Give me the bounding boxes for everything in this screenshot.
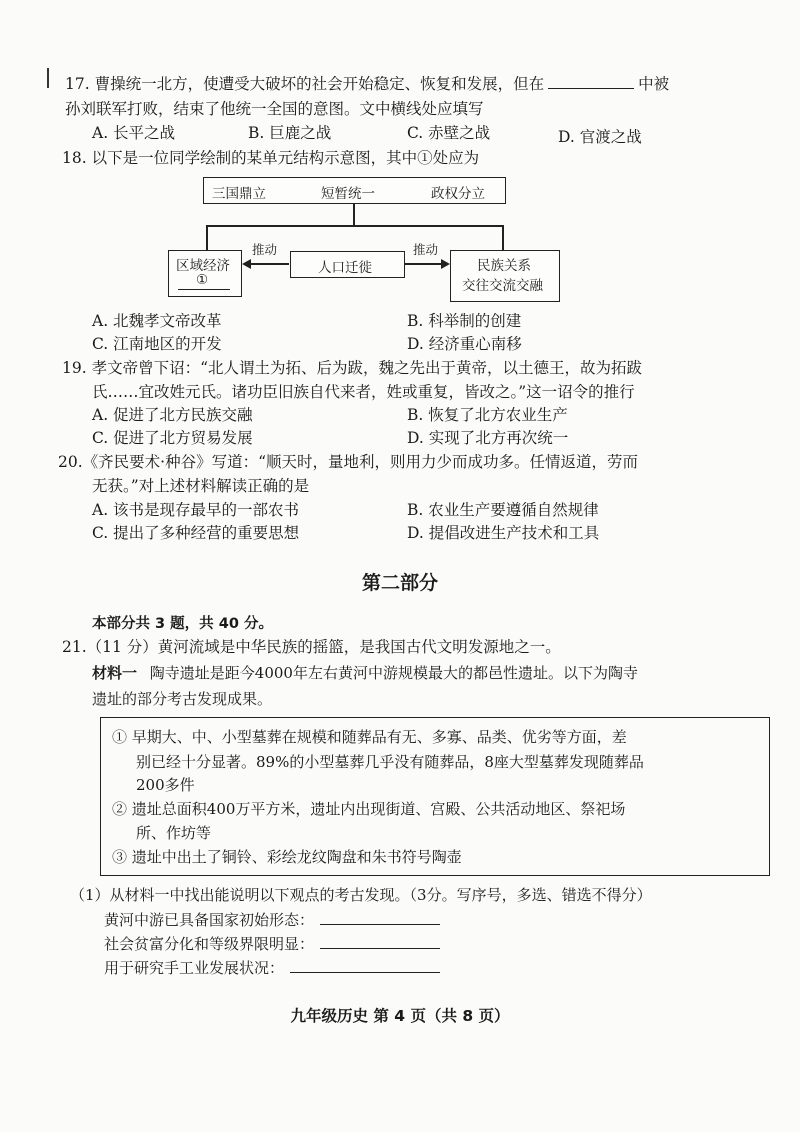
diagram-right-box-subtitle: 交往交流交融 bbox=[462, 278, 543, 294]
q18-stem: 18. 以下是一位同学绘制的某单元结构示意图，其中①处应为 bbox=[62, 149, 480, 167]
part2-title: 第二部分 bbox=[361, 572, 438, 594]
diagram-left-box-title: 区域经济 bbox=[176, 258, 230, 274]
diagram-connector-stem bbox=[353, 204, 355, 226]
q20-option-a: A. 该书是现存最早的一部农书 bbox=[92, 501, 300, 519]
q17-line1: 17. 曹操统一北方，使遭受大破坏的社会开始稳定、恢复和发展，但在 中被 bbox=[65, 75, 670, 93]
q21-blank-row-3: 用于研究手工业发展状况： bbox=[104, 957, 440, 978]
q17-option-d: D. 官渡之战 bbox=[558, 128, 642, 146]
q21-sub1: （1）从材料一中找出能说明以下观点的考古发现。（3分。写序号，多选、错选不得分） bbox=[70, 886, 652, 904]
q21-blank-row-1: 黄河中游已具备国家初始形态： bbox=[104, 909, 440, 930]
q21-material-label: 材料一 bbox=[92, 664, 138, 682]
q17-line2: 孙刘联军打败，结束了他统一全国的意图。文中横线处应填写 bbox=[65, 100, 484, 118]
q21-answer-blank-2[interactable] bbox=[320, 934, 440, 949]
page-footer: 九年级历史 第 4 页（共 8 页） bbox=[290, 1007, 510, 1025]
diagram-left-box-underline bbox=[178, 289, 230, 290]
q20-option-d: D. 提倡改进生产技术和工具 bbox=[407, 524, 600, 542]
q21-item-1-line3: 200多件 bbox=[136, 776, 195, 794]
q17-option-a: A. 长平之战 bbox=[92, 124, 176, 142]
q20-option-c: C. 提出了多种经营的重要思想 bbox=[92, 524, 300, 542]
part2-intro: 本部分共 3 题，共 40 分。 bbox=[92, 616, 273, 632]
q18-option-d: D. 经济重心南移 bbox=[407, 335, 522, 353]
q21-item-3-line1: ③ 遗址中出土了铜铃、彩绘龙纹陶盘和朱书符号陶壶 bbox=[112, 848, 462, 866]
q21-stem: 21.（11 分）黄河流域是中华民族的摇篮，是我国古代文明发源地之一。 bbox=[62, 638, 561, 656]
q17-answer-blank bbox=[548, 74, 634, 89]
q21-item-1-line2: 别已经十分显著。89%的小型墓葬几乎没有随葬品，8座大型墓葬发现随葬品 bbox=[136, 753, 644, 771]
diagram-top-item-1: 三国鼎立 bbox=[212, 186, 266, 202]
q18-option-b: B. 科举制的创建 bbox=[407, 312, 522, 330]
diagram-connector-left bbox=[206, 225, 208, 250]
diagram-arrow-right-shaft bbox=[404, 263, 441, 265]
q21-answer-blank-1[interactable] bbox=[320, 910, 440, 925]
q21-item-2-line2: 所、作坊等 bbox=[136, 824, 212, 842]
diagram-arrow-left-shaft bbox=[251, 263, 289, 265]
q18-option-a: A. 北魏孝文帝改革 bbox=[92, 312, 222, 330]
q17-option-b: B. 巨鹿之战 bbox=[248, 124, 332, 142]
q19-option-d: D. 实现了北方再次统一 bbox=[407, 429, 569, 447]
diagram-center-box-label: 人口迁徙 bbox=[318, 260, 372, 276]
margin-mark bbox=[47, 68, 49, 88]
q19-line1: 19. 孝文帝曾下诏：“北人谓土为拓、后为跋，魏之先出于黄帝，以土德王，故为拓跋 bbox=[62, 359, 643, 377]
diagram-connector-bar bbox=[206, 225, 503, 227]
diagram-arrow-left-head bbox=[242, 259, 251, 269]
q21-material-line2: 遗址的部分考古发现成果。 bbox=[92, 690, 273, 708]
diagram-connector-right bbox=[502, 225, 504, 250]
q19-line2: 氏……宜改姓元氏。诸功臣旧族自代来者，姓或重复，皆改之。”这一诏令的推行 bbox=[92, 383, 635, 401]
q21-answer-blank-3[interactable] bbox=[290, 958, 440, 973]
q21-item-2-line1: ② 遗址总面积400万平方米，遗址内出现街道、宫殿、公共活动地区、祭祀场 bbox=[112, 800, 626, 818]
diagram-arrow-left-label: 推动 bbox=[252, 242, 278, 257]
diagram-arrow-right-label: 推动 bbox=[413, 242, 439, 257]
q18-option-c: C. 江南地区的开发 bbox=[92, 335, 222, 353]
diagram-top-item-3: 政权分立 bbox=[431, 186, 485, 202]
q19-option-a: A. 促进了北方民族交融 bbox=[92, 406, 253, 424]
diagram-right-box-title: 民族关系 bbox=[477, 258, 531, 274]
q21-material-line1: 材料一 陶寺遗址是距今4000年左右黄河中游规模最大的都邑性遗址。以下为陶寺 bbox=[92, 664, 638, 682]
diagram-arrow-right-head bbox=[441, 259, 450, 269]
q20-line2: 无获。”对上述材料解读正确的是 bbox=[92, 477, 310, 495]
diagram-left-box-blank: ① bbox=[196, 272, 209, 288]
q20-line1: 20.《齐民要术·种谷》写道：“顺天时，量地利，则用力少而成功多。任情返道，劳而 bbox=[58, 453, 639, 471]
q21-item-1-line1: ① 早期大、中、小型墓葬在规模和随葬品有无、多寡、品类、优劣等方面，差 bbox=[112, 728, 627, 746]
diagram-top-item-2: 短暂统一 bbox=[321, 186, 375, 202]
q20-option-b: B. 农业生产要遵循自然规律 bbox=[407, 501, 599, 519]
q21-blank-row-2: 社会贫富分化和等级界限明显： bbox=[104, 933, 440, 954]
q19-option-b: B. 恢复了北方农业生产 bbox=[407, 406, 568, 424]
q19-option-c: C. 促进了北方贸易发展 bbox=[92, 429, 253, 447]
q17-option-c: C. 赤壁之战 bbox=[407, 124, 491, 142]
